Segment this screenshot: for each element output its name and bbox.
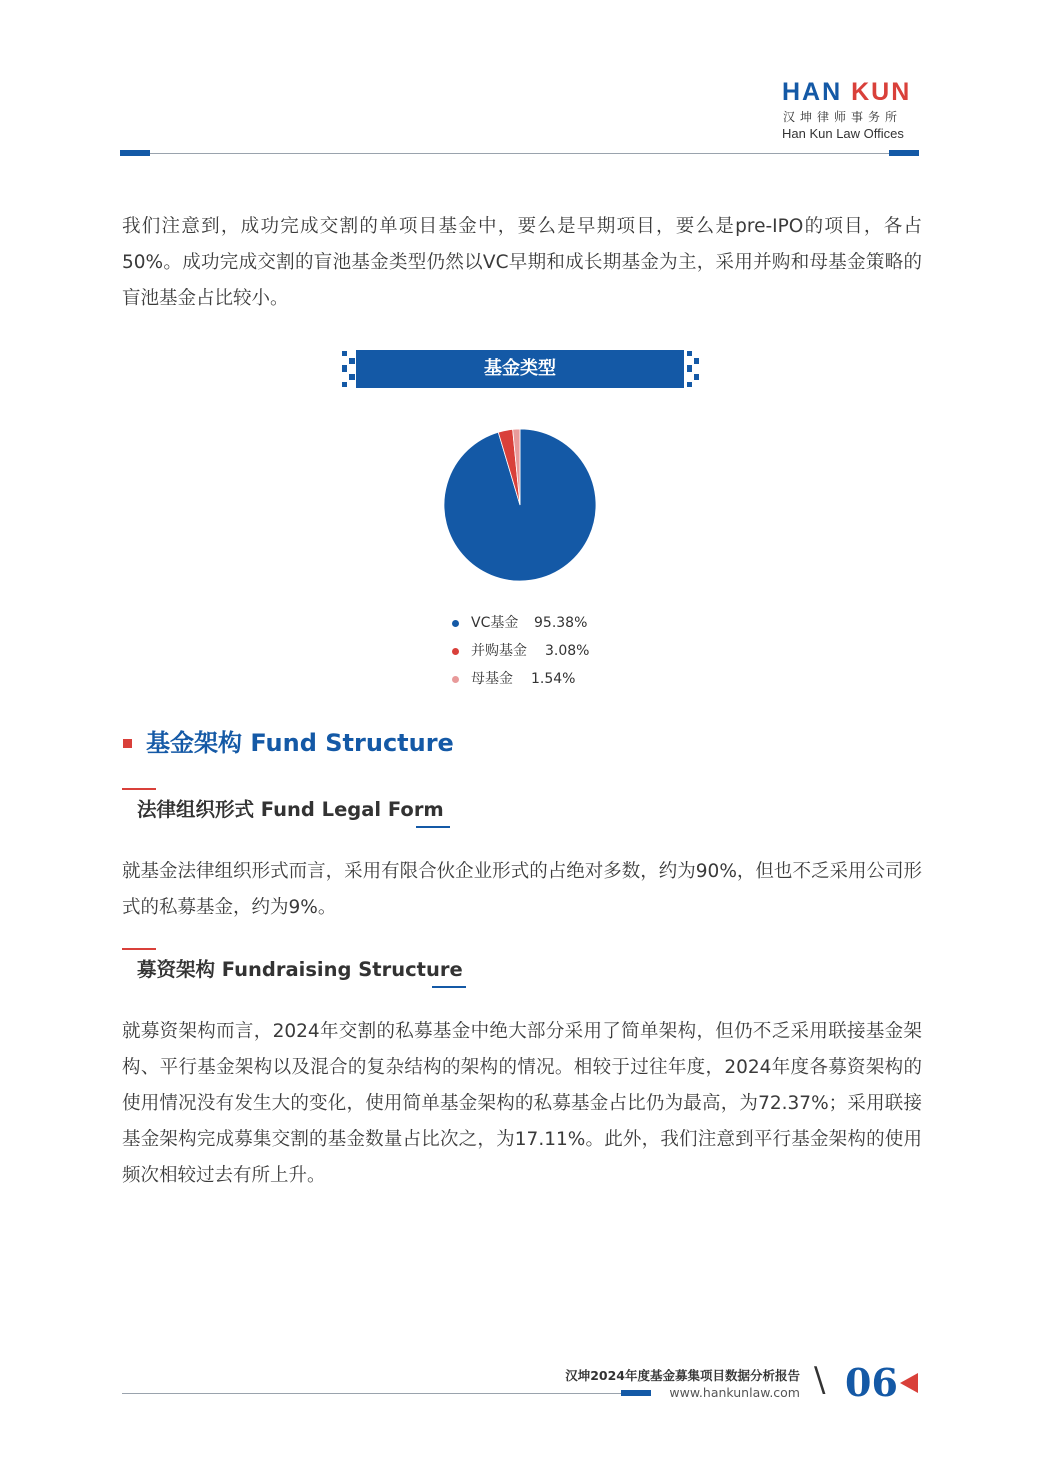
legend-label: 并购基金: [471, 643, 527, 659]
footer-report-title: 汉坤2024年度基金募集项目数据分析报告: [565, 1368, 800, 1383]
header-divider: [122, 153, 918, 154]
fund-type-pie-chart: [440, 425, 600, 585]
subsection-accent-red: [122, 788, 156, 790]
subsection-title-fundraising: 募资架构 Fundraising Structure: [137, 958, 463, 981]
legend-label: VC基金: [471, 615, 519, 631]
legend-value: 3.08%: [545, 643, 590, 659]
logo-wordmark: HAN KUN: [782, 78, 912, 106]
legend-swatch-fof: [452, 676, 459, 683]
header-divider-mark-right: [889, 150, 919, 156]
footer-arrow-icon: [900, 1373, 918, 1393]
legend-swatch-buyout: [452, 648, 459, 655]
chart-title: 基金类型: [356, 350, 684, 388]
footer-separator: \: [814, 1360, 826, 1400]
intro-paragraph: 我们注意到，成功完成交割的单项目基金中，要么是早期项目，要么是pre-IPO的项目，各占50%。成功完成交割的盲池基金类型仍然以VC早期和成长期基金为主，采用并购和母基金策略的盲池基金占比较小。: [122, 216, 922, 309]
legend-item-buyout: [448, 641, 608, 661]
legend-label: 母基金: [471, 671, 513, 687]
subsection-accent-red: [122, 948, 156, 950]
page-number: 06: [845, 1360, 898, 1405]
legal-form-paragraph: 就基金法律组织形式而言，采用有限合伙企业形式的占绝对多数，约为90%，但也不乏采用公司形式的私募基金，约为9%。: [122, 861, 922, 918]
footer-url[interactable]: www.hankunlaw.com: [669, 1385, 800, 1400]
fundraising-paragraph: 就募资架构而言，2024年交割的私募基金中绝大部分采用了简单架构，但仍不乏采用联接基金架构、平行基金架构以及混合的复杂结构的架构的情况。相较于过往年度，2024年度各募资架构的使用情况没有发生大的变化，使用简单基金架构的私募基金占比仍为最高，为72.37%；采用联接基金架构完成募集交割的基金数量占比次之，为17.11%。此外，我们注意到平行基金架构的使用频次相较过去有所上升。: [122, 1021, 922, 1186]
subsection-accent-blue: [416, 826, 450, 828]
logo-chinese-name: 汉坤律师事务所: [783, 110, 903, 124]
footer-divider: [122, 1393, 622, 1394]
section-title: 基金架构 Fund Structure: [146, 729, 454, 757]
subsection-title-legal-form: 法律组织形式 Fund Legal Form: [137, 798, 444, 821]
section-bullet: [123, 739, 132, 748]
legend-value: 1.54%: [531, 671, 576, 687]
legend-swatch-vc: [452, 620, 459, 627]
logo-english-name: Han Kun Law Offices: [782, 126, 904, 141]
subsection-accent-blue: [432, 986, 466, 988]
legend-value: 95.38%: [534, 615, 588, 631]
legend-item-vc: [448, 613, 608, 633]
legend-item-fof: [448, 669, 608, 689]
header-divider-mark-left: [120, 150, 150, 156]
